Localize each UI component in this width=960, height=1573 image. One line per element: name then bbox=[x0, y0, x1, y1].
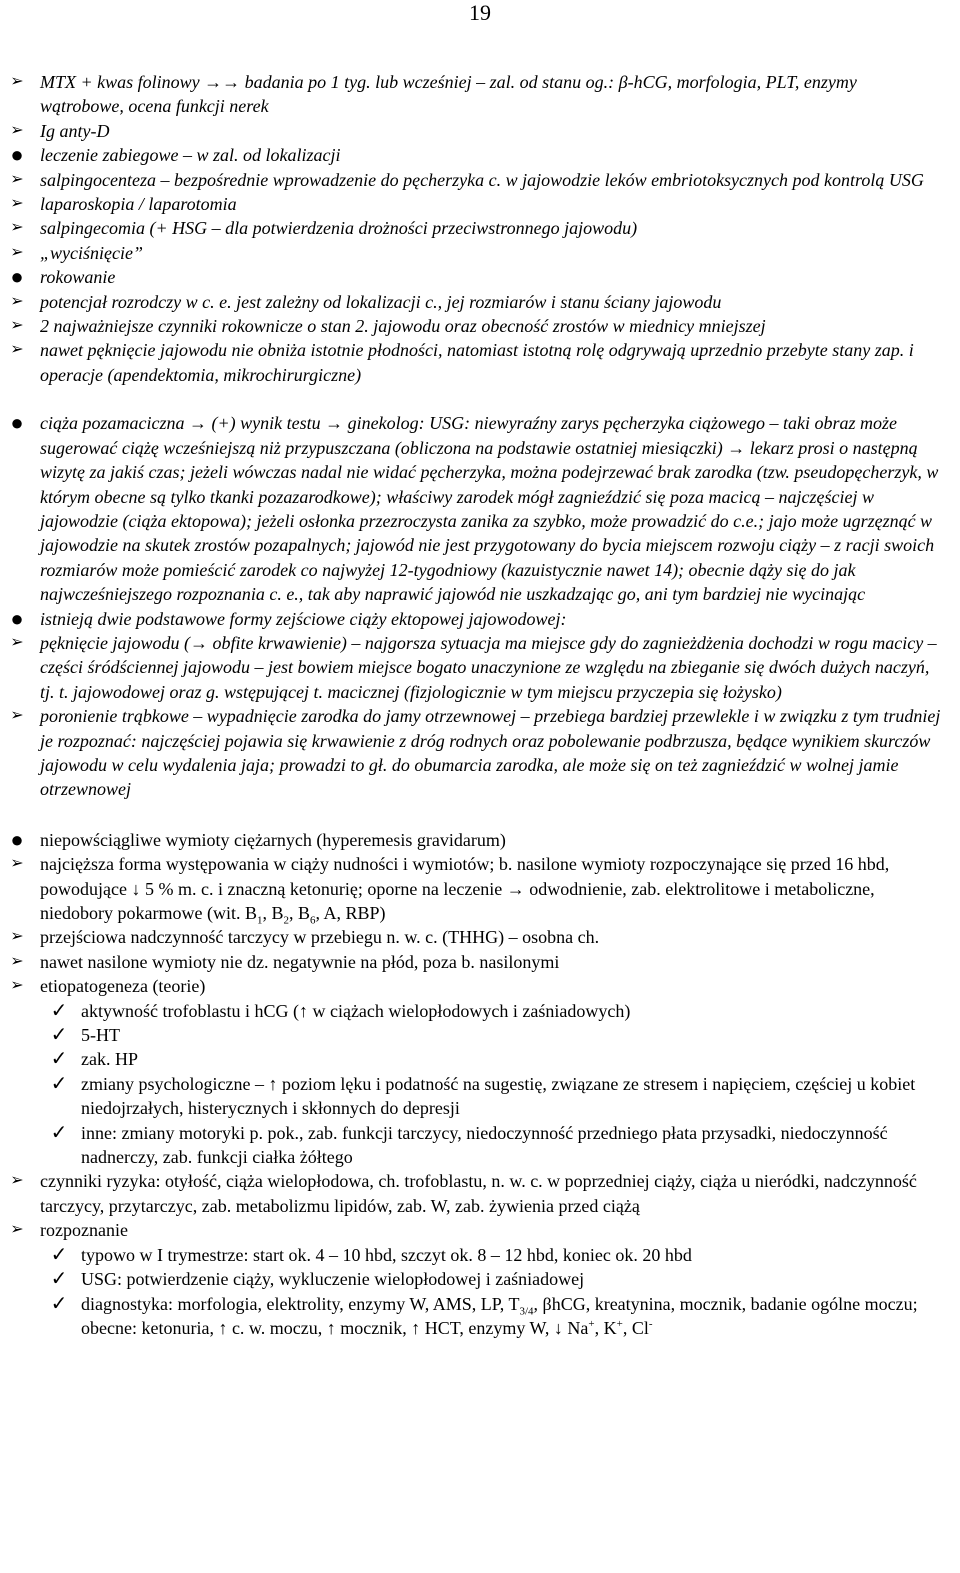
list-item: ✓ aktywność trofoblastu i hCG (↑ w ciążach wielopłodowych i zaśniadowych) bbox=[0, 999, 960, 1023]
page-number: 19 bbox=[469, 0, 491, 25]
arrow-bullet-icon: ➢ bbox=[10, 219, 24, 237]
list-item: ➢ pęknięcie jajowodu (→ obfite krwawienie) – najgorsza sytuacja ma miejsce gdy do zagnieżdżenia dochodzi w rogu macicy – części śródściennej jajowodu – jest bowiem miejsce bogato unaczynione ze względu na zbieganie się dwóch dużych naczyń, tj. t. jajowodowej oraz g. wstępującej t. macicznej (fizjologicznie w tym miejscu przyczepia się łożysko) bbox=[0, 631, 960, 704]
arrow-bullet-icon: ➢ bbox=[10, 341, 24, 359]
check-bullet-icon: ✓ bbox=[50, 1072, 68, 1095]
arrow-bullet-icon: ➢ bbox=[10, 195, 24, 213]
check-bullet-icon: ✓ bbox=[50, 1121, 68, 1144]
list-item: ➢ Ig anty-D bbox=[0, 119, 960, 143]
list-item: ➢ rozpoznanie bbox=[0, 1218, 960, 1242]
list-item: ✓ zak. HP bbox=[0, 1047, 960, 1071]
round-bullet-icon: ● bbox=[10, 605, 24, 631]
list-item: ● ciąża pozamaciczna → (+) wynik testu → ginekolog: USG: niewyraźny zarys pęcherzyka ciążowego – taki obraz może sugerować ciążę wcześniejszą niż przypuszczana (obliczona na podstawie ostatniej miesiączki) → lekarz prosi o następną wizytę za jakiś czas; jeżeli wówczas nadal nie widać pęcherzyka, można podejrzewać brak zarodka (tzw. pseudopęcherzyk, w którym obecne są tylko tkanki pozazarodkowe); właściwy zarodek mógł zagnieździć się poza macicą – najczęściej w jajowodzie (ciąża ektopowa); jeżeli osłonka przezroczysta zanika za szybko, może prowadzić do c.e.; jajo może ugrzęznąć w jajowodzie na skutek zrostów pozapalnych; jajowód nie jest przygotowany do bycia miejscem rozwoju ciąży – z racji swoich rozmiarów może pomieścić zarodek co najwyżej 12-tygodniowy (kazuistycznie nawet 14); obecnie dąży się do jak najwcześniejszego rozpoznania c. e., tak aby naprawić jajowód nie uszkadzając go, ani tym bardziej nie wycinając bbox=[0, 411, 960, 606]
list-item: ● istnieją dwie podstawowe formy zejściowe ciąży ektopowej jajowodowej: bbox=[0, 607, 960, 631]
list-item: ✓ typowo w I trymestrze: start ok. 4 – 10 hbd, szczyt ok. 8 – 12 hbd, koniec ok. 20 hbd bbox=[0, 1243, 960, 1267]
arrow-bullet-icon: ➢ bbox=[10, 1172, 24, 1190]
list-item: ● niepowściągliwe wymioty ciężarnych (hyperemesis gravidarum) bbox=[0, 828, 960, 852]
check-bullet-icon: ✓ bbox=[50, 1024, 68, 1047]
round-bullet-icon: ● bbox=[10, 264, 24, 290]
list-item: ✓ diagnostyka: morfologia, elektrolity, enzymy W, AMS, LP, $T_{3/4}$, βhCG, kreatynina, mocznik, badanie ogólne moczu; obecne: ketonuria, ↑ c. w. moczu, ↑ mocznik, ↑ HCT, enzymy W, ↓ Na+, K+, Cl- bbox=[0, 1292, 960, 1341]
document-body bbox=[0, 70, 960, 1340]
check-bullet-icon: ✓ bbox=[50, 1243, 68, 1266]
arrow-bullet-icon: ➢ bbox=[10, 121, 24, 139]
list-item: ➢ poronienie trąbkowe – wypadnięcie zarodka do jamy otrzewnowej – przebiega bardziej przewlekle i w związku z tym trudniej je rozpoznać: najczęściej pojawia się krwawienie z dróg rodnych oraz pobolewanie podbrzusza, będące wynikiem skurczów jajowodu w celu wydalenia jaja; prowadzi to gł. do obumarcia zarodka, ale może się on też zagnieździć w wolnej jamie otrzewnowej bbox=[0, 704, 960, 802]
arrow-bullet-icon: ➢ bbox=[10, 977, 24, 995]
list-item: ➢ nawet nasilone wymioty nie dz. negatywnie na płód, poza b. nasilonymi bbox=[0, 950, 960, 974]
list-item: ➢ „wyciśnięcie” bbox=[0, 241, 960, 265]
arrow-bullet-icon: ➢ bbox=[10, 952, 24, 970]
list-item: ➢ czynniki ryzyka: otyłość, ciąża wielopłodowa, ch. trofoblastu, n. w. c. w poprzedniej ciąży, ciąża u nieródki, nadczynność tarczycy, przytarczyc, zab. metabolizmu lipidów, zab. W, zab. żywienia przed ciążą bbox=[0, 1169, 960, 1218]
round-bullet-icon: ● bbox=[10, 826, 24, 852]
arrow-bullet-icon: ➢ bbox=[10, 928, 24, 946]
list-item: ➢ salpingocenteza – bezpośrednie wprowadzenie do pęcherzyka c. w jajowodzie leków embriotoksycznych pod kontrolą USG bbox=[0, 168, 960, 192]
list-item: ✓ 5-HT bbox=[0, 1023, 960, 1047]
list-item: ➢ etiopatogeneza (teorie) bbox=[0, 974, 960, 998]
spacer bbox=[0, 802, 960, 828]
round-bullet-icon: ● bbox=[10, 410, 24, 436]
list-item: ➢ najcięższa forma występowania w ciąży nudności i wymiotów; b. nasilone wymioty rozpoczynające się przed 16 hbd, powodujące ↓ 5 % m. c. i znaczną ketonurię; oporne na leczenie → odwodnienie, zab. elektrolitowe i metaboliczne, niedobory pokarmowe (wit. $B_1$, $B_2$, $B_6$, A, RBP) bbox=[0, 852, 960, 925]
list-item: ● rokowanie bbox=[0, 265, 960, 289]
list-item: ● leczenie zabiegowe – w zal. od lokalizacji bbox=[0, 143, 960, 167]
arrow-bullet-icon: ➢ bbox=[10, 73, 24, 90]
arrow-bullet-icon: ➢ bbox=[10, 317, 24, 335]
arrow-bullet-icon: ➢ bbox=[10, 243, 24, 261]
list-item: ➢ nawet pęknięcie jajowodu nie obniża istotnie płodności, natomiast istotną rolę odgrywają uprzednio przebyte stany zap. i operacje (apendektomia, mikrochirurgiczne) bbox=[0, 338, 960, 387]
check-bullet-icon: ✓ bbox=[50, 999, 68, 1022]
list-item: ➢ 2 najważniejsze czynniki rokownicze o stan 2. jajowodu oraz obecność zrostów w miednicy mniejszej bbox=[0, 314, 960, 338]
list-item: ✓ inne: zmiany motoryki p. pok., zab. funkcji tarczycy, niedoczynność przedniego płata przysadki, niedoczynność nadnerczy, zab. funkcji ciałka żółtego bbox=[0, 1121, 960, 1170]
arrow-bullet-icon: ➢ bbox=[10, 707, 24, 725]
list-item: ➢ potencjał rozrodczy w c. e. jest zależny od lokalizacji c., jej rozmiarów i stanu ściany jajowodu bbox=[0, 290, 960, 314]
check-bullet-icon: ✓ bbox=[50, 1268, 68, 1291]
arrow-bullet-icon: ➢ bbox=[10, 633, 24, 651]
check-bullet-icon: ✓ bbox=[50, 1292, 68, 1315]
list-item: ➢ przejściowa nadczynność tarczycy w przebiegu n. w. c. (THHG) – osobna ch. bbox=[0, 925, 960, 949]
list-item: ➢ laparoskopia / laparotomia bbox=[0, 192, 960, 216]
list-item: ✓ USG: potwierdzenie ciąży, wykluczenie wielopłodowej i zaśniadowej bbox=[0, 1267, 960, 1291]
spacer bbox=[0, 387, 960, 411]
arrow-bullet-icon: ➢ bbox=[10, 170, 24, 188]
check-bullet-icon: ✓ bbox=[50, 1048, 68, 1071]
list-item: ➢ salpingecomia (+ HSG – dla potwierdzenia drożności przeciwstronnego jajowodu) bbox=[0, 216, 960, 240]
round-bullet-icon: ● bbox=[10, 142, 24, 168]
list-item: ➢ MTX + kwas folinowy →→ badania po 1 tyg. lub wcześniej – zal. od stanu og.: β-hCG, morfologia, PLT, enzymy wątrobowe, ocena funkcji nerek bbox=[0, 70, 960, 119]
arrow-bullet-icon: ➢ bbox=[10, 855, 24, 873]
arrow-bullet-icon: ➢ bbox=[10, 292, 24, 310]
arrow-bullet-icon: ➢ bbox=[10, 1221, 24, 1239]
list-item: ✓ zmiany psychologiczne – ↑ poziom lęku i podatność na sugestię, związane ze stresem i napięciem, częściej u kobiet niedojrzałych, histerycznych i skłonnych do depresji bbox=[0, 1072, 960, 1121]
